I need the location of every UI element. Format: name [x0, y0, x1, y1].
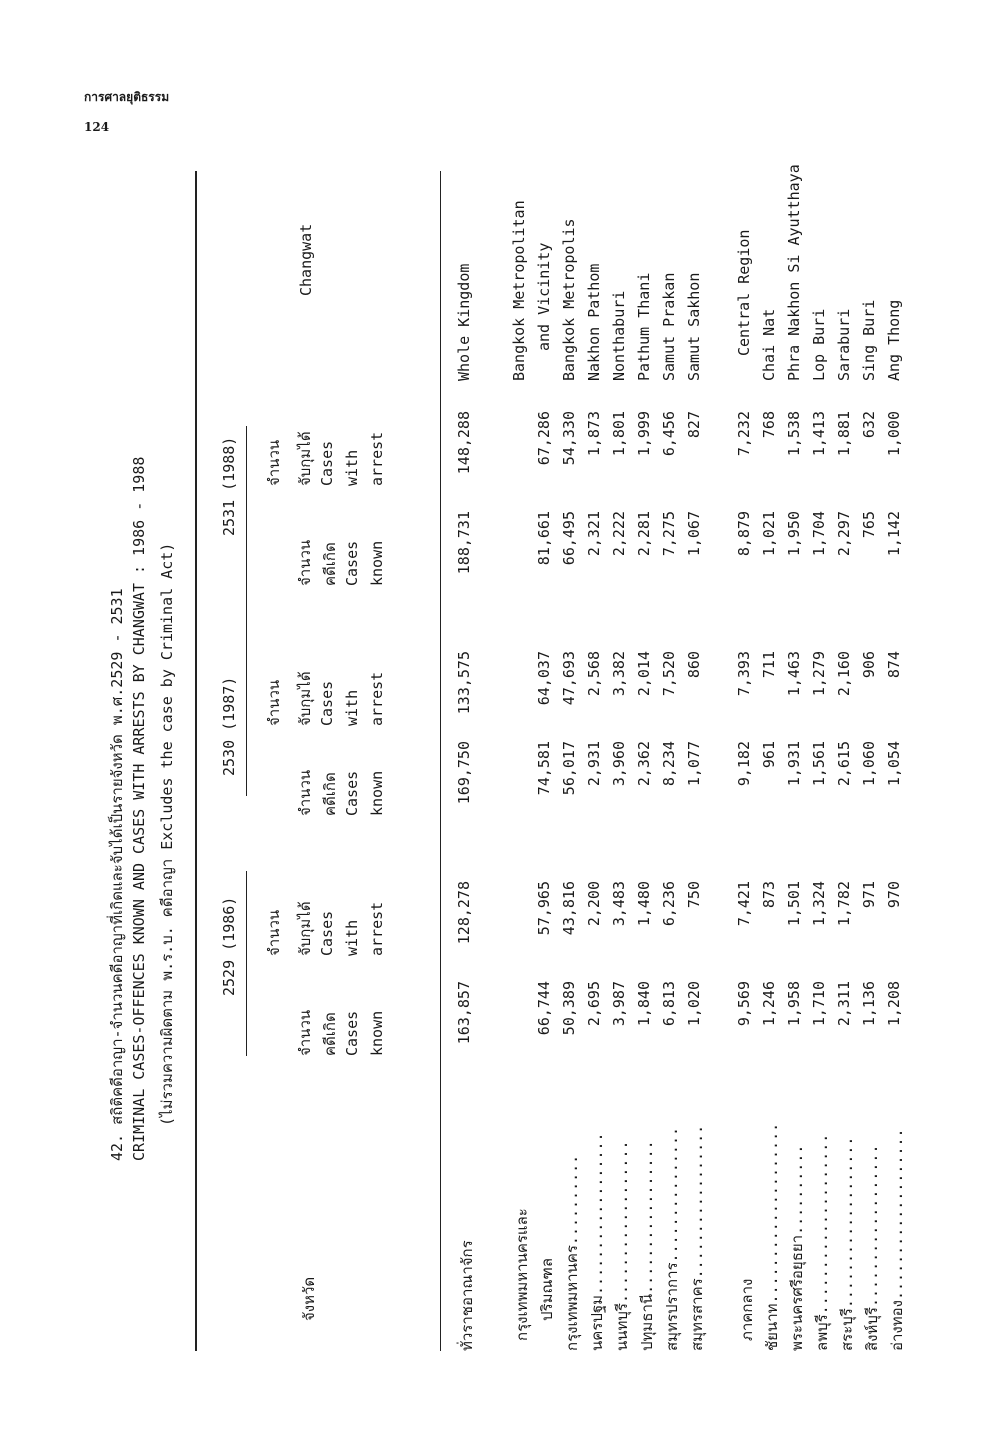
table-cell: 1,931	[785, 741, 803, 787]
table-cell: 1,999	[635, 411, 653, 457]
row-label-en: Lop Buri	[810, 308, 828, 381]
table-cell: 7,275	[660, 511, 678, 557]
subhead-arrest-2-line-2: Cases	[318, 440, 336, 486]
table-cell: 1,142	[885, 511, 903, 557]
table-cell: 57,965	[535, 881, 553, 936]
table-cell: 1,873	[585, 411, 603, 457]
table-cell: 2,200	[585, 881, 603, 927]
table-cell: 3,483	[610, 881, 628, 927]
subhead-arrest-0-line-2: Cases	[318, 910, 336, 956]
table-cell: 632	[860, 411, 878, 439]
table-cell: 2,014	[635, 651, 653, 697]
table-cell: 1,054	[885, 741, 903, 787]
table-cell: 128,278	[455, 881, 473, 945]
table-note: (ไม่รวมความผิดตาม พ.ร.บ. คดีอาญา Excludes the case by Criminal Act)	[158, 542, 176, 1126]
subhead-arrest-2-line-1: จับกุมได้	[296, 431, 314, 486]
col-changwat-en: Changwat	[297, 223, 315, 296]
table-cell: 2,568	[585, 651, 603, 697]
table-cell: 74,581	[535, 741, 553, 796]
table-cell: 6,456	[660, 411, 678, 457]
row-label-th: ภาคกลาง	[738, 1278, 756, 1341]
table-cell: 81,661	[535, 511, 553, 566]
table-cell: 1,840	[635, 981, 653, 1027]
subhead-known-0-line-3: known	[368, 1010, 386, 1056]
table-cell: 6,236	[660, 881, 678, 927]
table-cell: 765	[860, 511, 878, 539]
table-cell: 1,020	[685, 981, 703, 1027]
row-label-en: Whole Kingdom	[455, 263, 473, 381]
table-cell: 961	[760, 741, 778, 769]
table-cell: 56,017	[560, 741, 578, 796]
subhead-known-2-line-1: คดีเกิด	[321, 542, 339, 586]
table-cell: 67,286	[535, 411, 553, 466]
table-cell: 2,297	[835, 511, 853, 557]
table-cell: 906	[860, 651, 878, 679]
table-cell: 860	[685, 651, 703, 679]
table-cell: 1,704	[810, 511, 828, 557]
table-title-th	[105, 588, 129, 1161]
table-cell: 7,520	[660, 651, 678, 697]
table-cell: 711	[760, 651, 778, 679]
subhead-known-2-line-3: known	[368, 540, 386, 586]
table-cell: 1,538	[785, 411, 803, 457]
header-rule	[440, 171, 441, 1351]
row-label-th: ปทุมธานี.................	[638, 1140, 656, 1351]
row-label-th: พระนครศรีอยุธยา..........	[788, 1144, 806, 1351]
table-cell: 1,246	[760, 981, 778, 1027]
table-cell: 148,288	[455, 411, 473, 475]
table-cell: 2,695	[585, 981, 603, 1027]
table-cell: 8,879	[735, 511, 753, 557]
table-cell: 2,362	[635, 741, 653, 787]
table-cell: 1,501	[785, 881, 803, 927]
row-label-en: Nakhon Pathom	[585, 263, 603, 381]
table-cell: 1,060	[860, 741, 878, 787]
table-cell: 50,389	[560, 981, 578, 1036]
year-2529: 2529 (1986)	[220, 896, 238, 996]
table-cell: 6,813	[660, 981, 678, 1027]
subhead-known-0-line-1: คดีเกิด	[321, 1012, 339, 1056]
subhead-arrest-2-line-3: with	[343, 449, 361, 486]
table-cell: 768	[760, 411, 778, 439]
subhead-known-2-line-2: Cases	[343, 540, 361, 586]
table-cell: 1,710	[810, 981, 828, 1027]
row-label-th: อ่างทอง...................	[888, 1128, 906, 1351]
table-cell: 1,463	[785, 651, 803, 697]
table-cell: 2,321	[585, 511, 603, 557]
table-title-thai: สถิติคดีอาญา-จำนวนคดีอาญาที่เกิดและจับได้เป็นรายจังหวัด พ.ศ.2529 - 2531	[108, 588, 126, 1125]
subhead-arrest-1-line-0: จำนวน	[265, 679, 283, 726]
subhead-known-1-line-0: จำนวน	[296, 769, 314, 816]
row-label-en: Ang Thong	[885, 299, 903, 381]
table-cell: 9,182	[735, 741, 753, 787]
row-label-en: Nonthaburi	[610, 290, 628, 381]
row-label-th: ทั่วราชอาณาจักร	[458, 1240, 476, 1351]
table-cell: 1,413	[810, 411, 828, 457]
row-label-th: กรุงเทพมหานคร..........	[563, 1154, 581, 1351]
table-cell: 188,731	[455, 511, 473, 575]
table-cell: 1,782	[835, 881, 853, 927]
subhead-arrest-0-line-1: จับกุมได้	[296, 901, 314, 956]
table-cell: 7,421	[735, 881, 753, 927]
row-label-en: Saraburi	[835, 308, 853, 381]
row-label-th: นครปฐม..................	[588, 1132, 606, 1351]
row-label-en: Phra Nakhon Si Ayutthaya	[785, 164, 803, 381]
table-cell: 2,222	[610, 511, 628, 557]
row-label-th: สมุทรปราการ...............	[663, 1126, 681, 1351]
table-cell: 2,311	[835, 981, 853, 1027]
table-cell: 66,495	[560, 511, 578, 566]
table-cell: 1,958	[785, 981, 803, 1027]
row-label-en: Bangkok Metropolis	[560, 218, 578, 381]
row-label-en: and Vicinity	[535, 242, 553, 351]
table-cell: 54,330	[560, 411, 578, 466]
subhead-arrest-1-line-3: with	[343, 689, 361, 726]
table-cell: 7,232	[735, 411, 753, 457]
table-cell: 66,744	[535, 981, 553, 1036]
row-label-th: ปริมณฑล	[538, 1257, 556, 1321]
subhead-known-2-line-0: จำนวน	[296, 539, 314, 586]
subhead-arrest-1-line-2: Cases	[318, 680, 336, 726]
subhead-arrest-0-line-3: with	[343, 919, 361, 956]
col-changwat-th: จังหวัด	[300, 1276, 318, 1321]
row-label-th: สิงห์บุรี..................	[863, 1144, 881, 1351]
running-head: การศาลยุติธรรม	[84, 90, 170, 104]
page-number: 124	[84, 120, 110, 134]
table-cell: 750	[685, 881, 703, 909]
row-label-th: ชัยนาท....................	[763, 1122, 781, 1351]
row-label-en: Chai Nat	[760, 308, 778, 381]
table-cell: 1,801	[610, 411, 628, 457]
table-number: 42.	[108, 1133, 126, 1161]
subhead-arrest-2-line-4: arrest	[368, 431, 386, 486]
year-2530: 2530 (1987)	[220, 676, 238, 776]
row-label-en: Samut Prakan	[660, 272, 678, 381]
table-cell: 3,960	[610, 741, 628, 787]
table-cell: 971	[860, 881, 878, 909]
table-cell: 3,987	[610, 981, 628, 1027]
table-cell: 1,561	[810, 741, 828, 787]
row-label-en: Central Region	[735, 229, 753, 356]
table-cell: 47,693	[560, 651, 578, 706]
subhead-known-1-line-1: คดีเกิด	[321, 772, 339, 816]
table-cell: 970	[885, 881, 903, 909]
subhead-arrest-0-line-0: จำนวน	[265, 909, 283, 956]
table-cell: 874	[885, 651, 903, 679]
table-cell: 1,000	[885, 411, 903, 457]
table-cell: 43,816	[560, 881, 578, 936]
table-cell: 163,857	[455, 981, 473, 1045]
year-2531: 2531 (1988)	[220, 436, 238, 536]
subhead-known-0-line-2: Cases	[343, 1010, 361, 1056]
table-cell: 1,021	[760, 511, 778, 557]
row-label-th: กรุงเทพมหานครและ	[513, 1208, 531, 1341]
table-title-en: CRIMINAL CASES-OFFENCES KNOWN AND CASES WITH ARRESTS BY CHANGWAT : 1986 - 1988	[130, 456, 148, 1161]
row-label-en: Bangkok Metropolitan	[510, 200, 528, 381]
table-cell: 2,160	[835, 651, 853, 697]
table-cell: 1,950	[785, 511, 803, 557]
subhead-known-0-line-0: จำนวน	[296, 1009, 314, 1056]
table-cell: 133,575	[455, 651, 473, 715]
table-cell: 169,750	[455, 741, 473, 805]
row-label-th: สระบุรี...................	[838, 1136, 856, 1351]
subhead-arrest-1-line-1: จับกุมได้	[296, 671, 314, 726]
row-label-th: นนทบุรี..................	[613, 1140, 631, 1351]
subhead-known-1-line-3: known	[368, 770, 386, 816]
table-cell: 2,931	[585, 741, 603, 787]
table-cell: 1,208	[885, 981, 903, 1027]
table-cell: 9,569	[735, 981, 753, 1027]
table-cell: 1,324	[810, 881, 828, 927]
table-cell: 873	[760, 881, 778, 909]
table-cell: 2,281	[635, 511, 653, 557]
table-cell: 1,881	[835, 411, 853, 457]
table-cell: 8,234	[660, 741, 678, 787]
table-cell: 1,136	[860, 981, 878, 1027]
row-label-th: ลพบุรี....................	[813, 1133, 831, 1351]
table-cell: 7,393	[735, 651, 753, 697]
row-label-th: สมุทรสาคร.................	[688, 1124, 706, 1351]
table-cell: 64,037	[535, 651, 553, 706]
subhead-known-1-line-2: Cases	[343, 770, 361, 816]
table-cell: 1,480	[635, 881, 653, 927]
year3-rule	[246, 426, 247, 626]
row-label-en: Sing Buri	[860, 299, 878, 381]
table-cell: 1,077	[685, 741, 703, 787]
table-cell: 1,279	[810, 651, 828, 697]
top-rule	[195, 171, 197, 1351]
subhead-arrest-2-line-0: จำนวน	[265, 439, 283, 486]
row-label-en: Pathum Thani	[635, 272, 653, 381]
table-cell: 2,615	[835, 741, 853, 787]
table-cell: 827	[685, 411, 703, 439]
row-label-en: Samut Sakhon	[685, 272, 703, 381]
table-cell: 1,067	[685, 511, 703, 557]
subhead-arrest-1-line-4: arrest	[368, 671, 386, 726]
table-cell: 3,382	[610, 651, 628, 697]
year2-rule	[246, 596, 247, 796]
subhead-arrest-0-line-4: arrest	[368, 901, 386, 956]
year1-rule	[246, 871, 247, 1056]
